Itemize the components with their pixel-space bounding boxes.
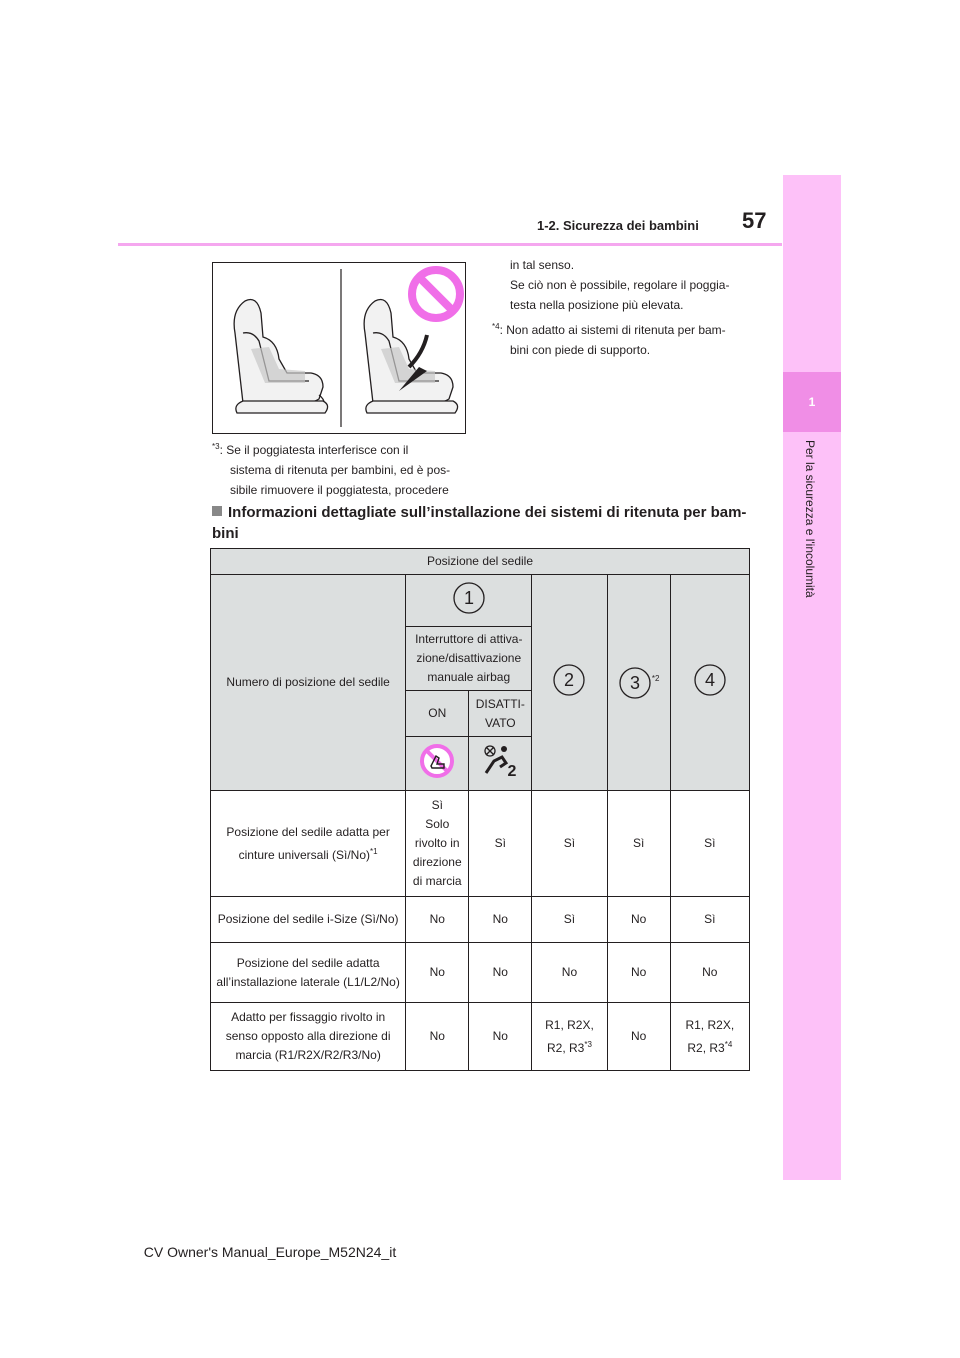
row-label-mark: *1 xyxy=(370,846,378,856)
footnote-3-line: sibile rimuovere il poggiatesta, procedere xyxy=(230,483,449,497)
position-3-number: 3 xyxy=(629,672,640,693)
table-cell: No xyxy=(607,1003,670,1071)
table-cell: R1, R2X, R2, R3$^{*4}$ xyxy=(670,1003,749,1071)
table-cell: Sì xyxy=(469,791,532,897)
footnote-3-line: : Se il poggiatesta interferisce con il xyxy=(219,443,409,457)
table-row-label: Posizione del sedile adatta per cinture universali (Sì/No)$^{*1}$ xyxy=(211,791,406,897)
svg-text:2: 2 xyxy=(507,762,517,779)
cell-mark: *4 xyxy=(724,1039,733,1049)
position-4-icon xyxy=(693,663,727,697)
section-title: 1-2. Sicurezza dei bambini xyxy=(537,218,699,233)
page-number: 57 xyxy=(742,208,767,233)
sub-heading xyxy=(212,502,752,544)
airbag-seat-cell xyxy=(469,737,532,791)
switch-on-label: ON xyxy=(406,691,469,737)
passenger-airbag-off-icon xyxy=(418,742,456,780)
airbag-off-cell xyxy=(406,737,469,791)
table-cell: Sì xyxy=(607,791,670,897)
position-1-icon xyxy=(452,581,486,615)
table-cell: No xyxy=(469,943,532,1003)
table-cell: No xyxy=(406,943,469,1003)
cell-mark: *3 xyxy=(584,1039,592,1049)
position-2-icon xyxy=(552,663,586,697)
table-title: Posizione del sedile xyxy=(211,549,750,575)
footnote-3-line: Se ciò non è possibile, regolare il poggia- xyxy=(510,278,730,292)
footnote-4-line: bini con piede di supporto. xyxy=(510,343,651,357)
footnote-3-line: sistema di ritenuta per bambini, ed è pos- xyxy=(230,463,451,477)
position-2-number: 2 xyxy=(564,669,575,690)
position-3-mark: *2 xyxy=(651,673,660,683)
table-cell: No xyxy=(469,897,532,943)
airbag-seat-2-icon xyxy=(480,743,520,779)
position-3-icon xyxy=(618,666,652,700)
table-row-label: Adatto per fissaggio rivolto in senso opposto alla direzione di marcia (R1/R2X/R2/R3/No) xyxy=(211,1003,406,1071)
footnote-3-line: testa nella posizione più elevata. xyxy=(510,298,684,312)
footnote-4-mark: *4 xyxy=(492,322,500,331)
position-4-cell xyxy=(670,575,749,791)
footnote-3-line: in tal senso. xyxy=(510,258,575,272)
position-1-number: 1 xyxy=(463,587,474,608)
position-2-cell xyxy=(532,575,607,791)
footnote-4-line: : Non adatto ai sistemi di ritenuta per bam- xyxy=(499,323,726,337)
table-cell: No xyxy=(532,943,607,1003)
position-1-cell xyxy=(406,575,532,627)
footnote-3 xyxy=(212,437,474,500)
square-bullet-icon xyxy=(212,506,222,516)
position-3-cell xyxy=(607,575,670,791)
position-number-label: Numero di posizione del sedile xyxy=(211,575,406,791)
prohibited-icon xyxy=(407,265,465,323)
airbag-switch-label: Interruttore di attiva- zione/disattivazione manuale airbag xyxy=(406,627,532,691)
table-row-label: Posizione del sedile i-Size (Sì/No) xyxy=(211,897,406,943)
child-seat-headrest-icon xyxy=(212,262,466,434)
table-cell: No xyxy=(670,943,749,1003)
seat-position-table xyxy=(210,548,750,1071)
table-cell: Sì xyxy=(670,791,749,897)
table-row-label: Posizione del sedile adatta all’installazione laterale (L1/L2/No) xyxy=(211,943,406,1003)
position-4-number: 4 xyxy=(704,669,715,690)
footnote-continued xyxy=(492,255,754,360)
header-rule xyxy=(118,243,782,246)
chapter-label: Per la sicurezza e l'incolumità xyxy=(803,440,817,598)
side-tab xyxy=(783,175,841,1180)
table-cell: Sì xyxy=(532,897,607,943)
switch-off-label: DISATTI- VATO xyxy=(469,691,532,737)
table-cell: Sì xyxy=(532,791,607,897)
table-cell: R1, R2X, R2, R3$^{*3}$ xyxy=(532,1003,607,1071)
table-cell: No xyxy=(607,897,670,943)
table-cell: Sì Solo rivolto in direzione di marcia xyxy=(406,791,469,897)
footnote-3-mark: *3 xyxy=(212,442,220,451)
sub-heading-text: Informazioni dettagliate sull’installazione dei sistemi di ritenuta per bam- bini xyxy=(212,504,747,542)
manual-name: CV Owner's Manual_Europe_M52N24_it xyxy=(143,1244,397,1260)
chapter-number-tab: 1 xyxy=(783,372,841,432)
table-cell: No xyxy=(607,943,670,1003)
table-cell: No xyxy=(469,1003,532,1071)
table-cell: No xyxy=(406,1003,469,1071)
table-cell: Sì xyxy=(670,897,749,943)
table-cell: No xyxy=(406,897,469,943)
